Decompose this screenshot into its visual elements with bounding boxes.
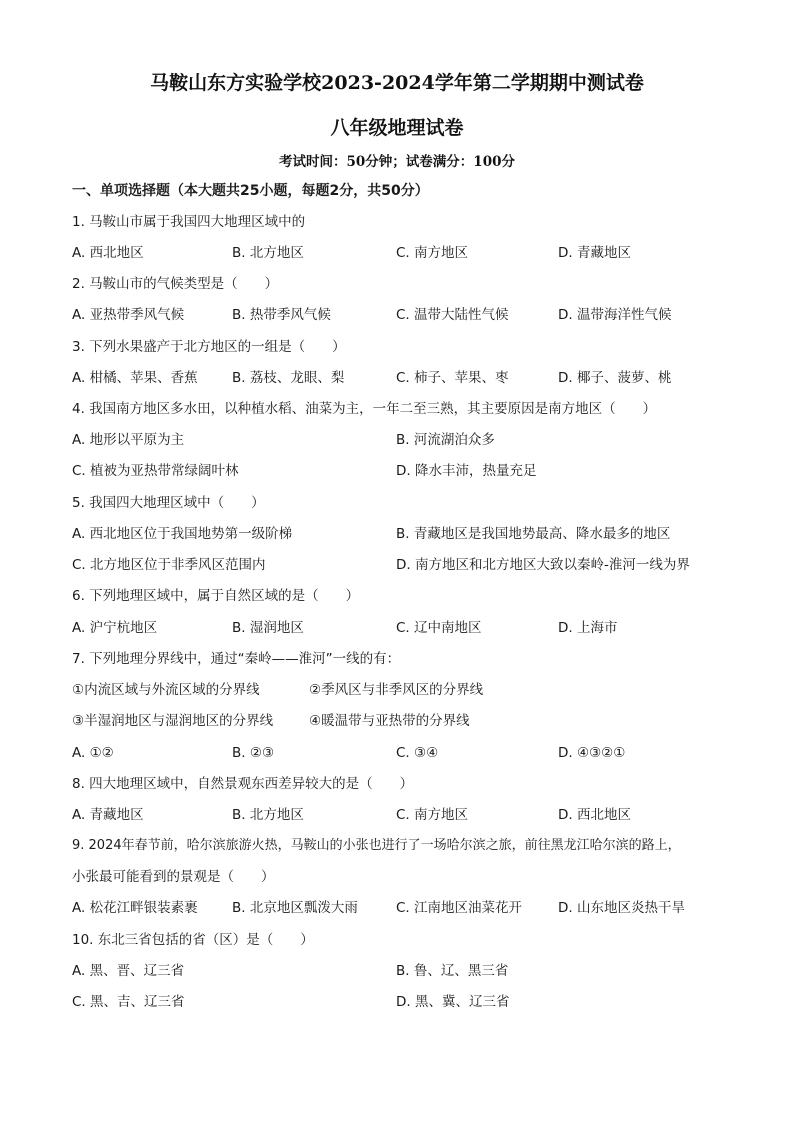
- question-7-item-1: ①内流区域与外流区域的分界线: [72, 682, 260, 698]
- question-7-item-3: ③半湿润地区与湿润地区的分界线: [72, 713, 274, 729]
- question-6-stem: 6. 下列地理区域中，属于自然区域的是（ ）: [72, 588, 360, 604]
- question-7-stem: 7. 下列地理分界线中，通过“秦岭——淮河”一线的有：: [72, 651, 401, 667]
- question-9-stem-line-2: 小张最可能看到的景观是（ ）: [72, 869, 275, 885]
- question-7-option-a: A. ①②: [72, 745, 114, 761]
- question-2-option-d: D. 温带海洋性气候: [558, 307, 672, 323]
- question-6-option-c: C. 辽中南地区: [396, 620, 482, 636]
- question-3-option-d: D. 椰子、菠萝、桃: [558, 370, 672, 386]
- question-4-option-b: B. 河流湖泊众多: [396, 432, 495, 448]
- question-10-option-d: D. 黑、冀、辽三省: [396, 994, 510, 1010]
- question-5-option-d: D. 南方地区和北方地区大致以秦岭-淮河一线为界: [396, 557, 690, 573]
- question-8-option-a: A. 青藏地区: [72, 807, 144, 823]
- question-8-option-b: B. 北方地区: [232, 807, 304, 823]
- question-10-option-a: A. 黑、晋、辽三省: [72, 963, 185, 979]
- question-5-option-b: B. 青藏地区是我国地势最高、降水最多的地区: [396, 526, 671, 542]
- question-1-stem: 1. 马鞍山市属于我国四大地理区域中的: [72, 214, 306, 230]
- question-10-stem: 10. 东北三省包括的省（区）是（ ）: [72, 932, 314, 948]
- question-2-option-c: C. 温带大陆性气候: [396, 307, 509, 323]
- question-5-option-c: C. 北方地区位于非季风区范围内: [72, 557, 266, 573]
- question-3-option-b: B. 荔枝、龙眼、梨: [232, 370, 345, 386]
- question-9-option-d: D. 山东地区炎热干旱: [558, 900, 685, 916]
- exam-subtitle: 八年级地理试卷: [330, 117, 464, 139]
- question-1-option-d: D. 青藏地区: [558, 245, 631, 261]
- question-9-option-a: A. 松花江畔银装素裹: [72, 900, 198, 916]
- question-4-option-c: C. 植被为亚热带常绿阔叶林: [72, 463, 239, 479]
- question-3-option-c: C. 柿子、苹果、枣: [396, 370, 509, 386]
- question-7-item-2: ②季风区与非季风区的分界线: [309, 682, 484, 698]
- question-7-option-d: D. ④③②①: [558, 745, 626, 761]
- question-2-stem: 2. 马鞍山市的气候类型是（ ）: [72, 276, 279, 292]
- question-1-option-b: B. 北方地区: [232, 245, 304, 261]
- exam-info: 考试时间：50分钟；试卷满分：100分: [279, 154, 515, 170]
- exam-title: 马鞍山东方实验学校2023-2024学年第二学期期中测试卷: [150, 72, 644, 94]
- section-title: 一、单项选择题（本大题共25小题，每题2分，共50分）: [72, 183, 429, 199]
- question-1-option-c: C. 南方地区: [396, 245, 469, 261]
- question-2-option-a: A. 亚热带季风气候: [72, 307, 185, 323]
- question-5-option-a: A. 西北地区位于我国地势第一级阶梯: [72, 526, 293, 542]
- question-4-option-a: A. 地形以平原为主: [72, 432, 185, 448]
- question-7-option-c: C. ③④: [396, 745, 439, 761]
- question-3-stem: 3. 下列水果盛产于北方地区的一组是（ ）: [72, 339, 346, 355]
- question-6-option-a: A. 沪宁杭地区: [72, 620, 158, 636]
- question-8-stem: 8. 四大地理区域中，自然景观东西差异较大的是（ ）: [72, 776, 414, 792]
- question-10-option-b: B. 鲁、辽、黑三省: [396, 963, 509, 979]
- question-2-option-b: B. 热带季风气候: [232, 307, 331, 323]
- question-3-option-a: A. 柑橘、苹果、香蕉: [72, 370, 198, 386]
- question-4-option-d: D. 降水丰沛，热量充足: [396, 463, 537, 479]
- question-10-option-c: C. 黑、吉、辽三省: [72, 994, 185, 1010]
- question-5-stem: 5. 我国四大地理区域中（ ）: [72, 495, 265, 511]
- question-4-stem: 4. 我国南方地区多水田，以种植水稻、油菜为主，一年二至三熟，其主要原因是南方地区（ ）: [72, 401, 657, 417]
- question-8-option-c: C. 南方地区: [396, 807, 469, 823]
- question-9-option-b: B. 北京地区瓢泼大雨: [232, 900, 358, 916]
- question-6-option-d: D. 上海市: [558, 620, 618, 636]
- question-6-option-b: B. 湿润地区: [232, 620, 304, 636]
- question-7-item-4: ④暖温带与亚热带的分界线: [309, 713, 470, 729]
- question-7-option-b: B. ②③: [232, 745, 275, 761]
- question-9-stem-line-1: 9. 2024年春节前，哈尔滨旅游火热，马鞍山的小张也进行了一场哈尔滨之旅，前往黑龙江哈尔滨的路上，: [72, 838, 681, 853]
- question-1-option-a: A. 西北地区: [72, 245, 144, 261]
- question-8-option-d: D. 西北地区: [558, 807, 631, 823]
- question-9-option-c: C. 江南地区油菜花开: [396, 900, 523, 916]
